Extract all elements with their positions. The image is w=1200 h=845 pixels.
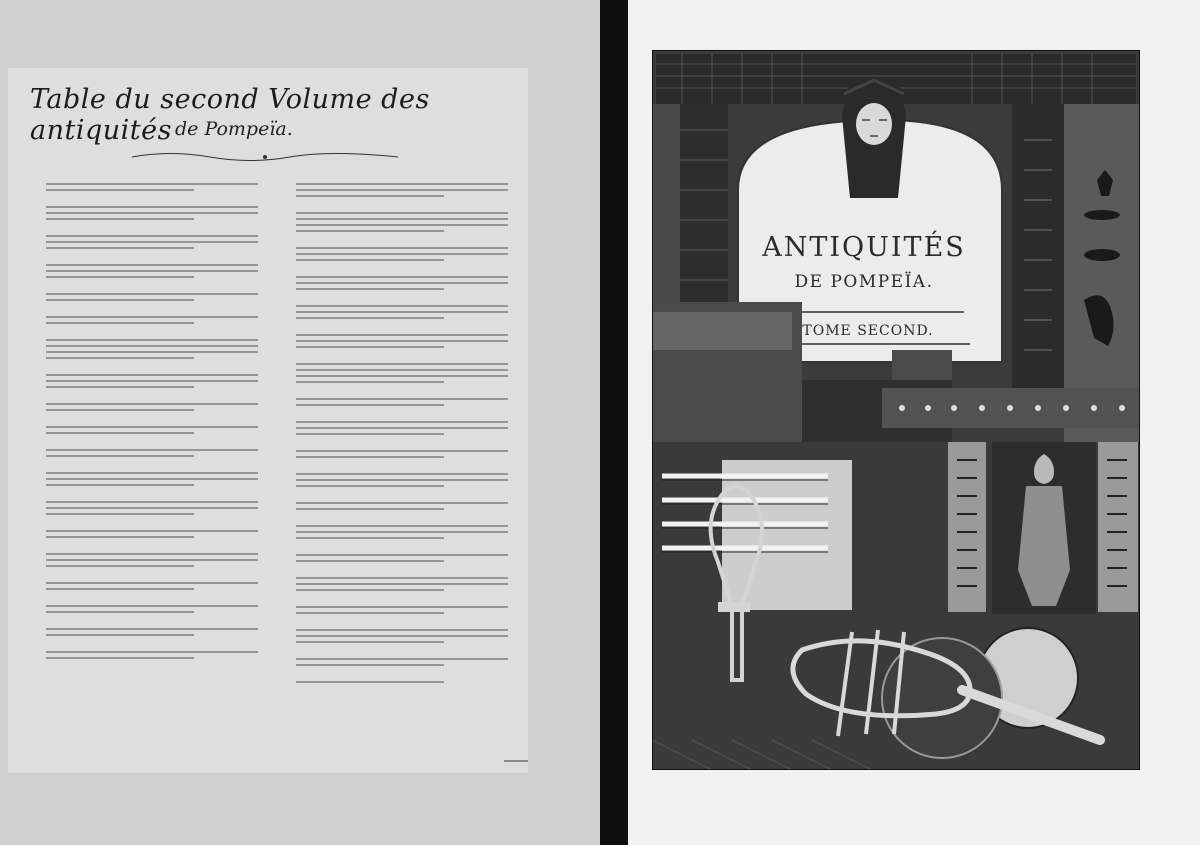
entry-text-line	[296, 658, 508, 660]
entry-text-line	[46, 455, 194, 457]
entry-text-line	[296, 433, 444, 435]
entry-text-line	[296, 404, 444, 406]
entry-text-line	[296, 334, 508, 336]
entry-plate-number-mark	[268, 678, 296, 687]
contents-entry	[268, 209, 508, 236]
entry-text-line	[296, 479, 508, 481]
entry-text-line	[46, 386, 194, 388]
entry-plate-number-mark	[18, 498, 46, 519]
entry-text-line	[296, 681, 444, 683]
entry-text-line	[296, 554, 508, 556]
entry-text-line	[296, 224, 508, 226]
entry-text-line	[296, 195, 444, 197]
entry-text-line	[46, 513, 194, 515]
contents-entry	[18, 446, 258, 461]
entry-text-line	[296, 288, 444, 290]
entry-text-line	[46, 409, 194, 411]
entry-plate-number-mark	[18, 446, 46, 461]
entry-plate-number-mark	[18, 261, 46, 282]
entry-text-line	[46, 276, 194, 278]
flourish-ornament	[130, 150, 400, 164]
entry-text-line	[46, 322, 194, 324]
entry-text-line	[296, 340, 508, 342]
entry-plate-number-mark	[268, 302, 296, 323]
entry-text-line	[296, 606, 508, 608]
entry-text-line	[296, 398, 508, 400]
entry-text-line	[296, 369, 508, 371]
binding-gutter	[600, 0, 628, 845]
entry-text-line	[46, 345, 258, 347]
entry-text-line	[296, 230, 444, 232]
entry-plate-number-mark	[18, 579, 46, 594]
entry-text-line	[296, 421, 508, 423]
contents-entry	[268, 244, 508, 265]
contents-entry	[18, 313, 258, 328]
entry-text-line	[46, 189, 194, 191]
entry-plate-number-mark	[18, 371, 46, 392]
contents-entry	[18, 498, 258, 519]
entry-text-line	[46, 588, 194, 590]
entry-text-line	[296, 473, 508, 475]
entry-plate-number-mark	[18, 180, 46, 195]
entry-plate-number-mark	[268, 395, 296, 410]
entry-plate-number-mark	[18, 336, 46, 363]
entry-text-line	[46, 426, 258, 428]
contents-entry	[268, 360, 508, 387]
entry-text-line	[296, 381, 444, 383]
contents-subtitle: de Pompeïa.	[175, 118, 293, 140]
entry-plate-number-mark	[18, 203, 46, 224]
entry-text-line	[46, 605, 258, 607]
entry-text-line	[46, 536, 194, 538]
entry-text-line	[296, 305, 508, 307]
entry-text-line	[46, 351, 258, 353]
entry-plate-number-mark	[268, 470, 296, 491]
entry-plate-number-mark	[268, 551, 296, 566]
entry-text-line	[46, 507, 258, 509]
entry-plate-number-mark	[268, 244, 296, 265]
entry-text-line	[296, 259, 444, 261]
entry-plate-number-mark	[268, 180, 296, 201]
contents-entry	[268, 603, 508, 618]
entry-text-line	[296, 450, 508, 452]
contents-entry	[268, 418, 508, 439]
entry-text-line	[296, 560, 444, 562]
entry-text-line	[46, 270, 258, 272]
entry-text-line	[46, 501, 258, 503]
entry-plate-number-mark	[18, 527, 46, 542]
entry-text-line	[296, 577, 508, 579]
entry-text-line	[296, 531, 508, 533]
entry-text-line	[46, 374, 258, 376]
entry-text-line	[296, 612, 444, 614]
contents-entry	[18, 648, 258, 663]
entry-text-line	[296, 537, 444, 539]
contents-entry	[18, 371, 258, 392]
contents-entry	[268, 331, 508, 352]
contents-column-left	[18, 180, 258, 671]
entry-plate-number-mark	[268, 574, 296, 595]
contents-entry	[268, 447, 508, 462]
entry-text-line	[46, 293, 258, 295]
entry-plate-number-mark	[18, 602, 46, 617]
entry-text-line	[46, 183, 258, 185]
contents-entry	[268, 180, 508, 201]
contents-entry	[18, 400, 258, 415]
entry-text-line	[296, 641, 444, 643]
contents-entry	[268, 499, 508, 514]
contents-entry	[18, 625, 258, 640]
entry-text-line	[46, 432, 194, 434]
entry-plate-number-mark	[18, 648, 46, 663]
entry-text-line	[46, 565, 194, 567]
entry-plate-number-mark	[18, 400, 46, 415]
entry-text-line	[296, 502, 508, 504]
entry-plate-number-mark	[18, 423, 46, 438]
entry-text-line	[46, 628, 258, 630]
frontispiece-subtitle: DE POMPEÏA.	[794, 272, 934, 292]
entry-plate-number-mark	[268, 603, 296, 618]
entry-text-line	[296, 218, 508, 220]
entry-text-line	[46, 553, 258, 555]
entry-plate-number-mark	[268, 499, 296, 514]
contents-entry	[18, 336, 258, 363]
contents-entry	[18, 203, 258, 224]
entry-text-line	[46, 559, 258, 561]
entry-text-line	[46, 235, 258, 237]
entry-plate-number-mark	[268, 522, 296, 543]
contents-title: Table du second Volume des antiquités	[30, 84, 430, 146]
entry-plate-number-mark	[268, 655, 296, 670]
entry-text-line	[296, 189, 508, 191]
entry-text-line	[296, 525, 508, 527]
contents-entry	[18, 579, 258, 594]
contents-entry	[268, 395, 508, 410]
entry-plate-number-mark	[18, 232, 46, 253]
contents-entry	[18, 527, 258, 542]
contents-entry	[18, 602, 258, 617]
entry-text-line	[296, 427, 508, 429]
contents-entry	[268, 678, 508, 687]
entry-text-line	[296, 583, 508, 585]
entry-text-line	[296, 589, 444, 591]
entry-text-line	[296, 485, 444, 487]
entry-plate-number-mark	[268, 447, 296, 462]
entry-text-line	[46, 657, 194, 659]
entry-text-line	[296, 508, 444, 510]
entry-text-line	[46, 380, 258, 382]
entry-text-line	[296, 311, 508, 313]
frontispiece-engraving	[652, 50, 1140, 770]
entry-plate-number-mark	[18, 469, 46, 490]
entry-text-line	[46, 357, 194, 359]
entry-plate-number-mark	[18, 550, 46, 571]
contents-entry	[18, 232, 258, 253]
entry-text-line	[46, 582, 258, 584]
entry-text-line	[296, 276, 508, 278]
entry-plate-number-mark	[18, 625, 46, 640]
entry-text-line	[296, 317, 444, 319]
entry-text-line	[46, 484, 194, 486]
contents-entry	[268, 574, 508, 595]
entry-plate-number-mark	[268, 360, 296, 387]
entry-text-line	[296, 635, 508, 637]
contents-entry	[268, 522, 508, 543]
entry-plate-number-mark	[268, 209, 296, 236]
entry-plate-number-mark	[18, 313, 46, 328]
contents-column-right	[268, 180, 508, 695]
entry-text-line	[46, 247, 194, 249]
entry-text-line	[296, 664, 444, 666]
entry-text-line	[296, 282, 508, 284]
entry-text-line	[46, 218, 194, 220]
entry-text-line	[46, 403, 258, 405]
entry-text-line	[296, 247, 508, 249]
entry-plate-number-mark	[268, 418, 296, 439]
volume-label: TOME SECOND.	[802, 323, 934, 339]
contents-entry	[268, 626, 508, 647]
entry-text-line	[46, 316, 258, 318]
entry-text-line	[46, 611, 194, 613]
entry-text-line	[296, 375, 508, 377]
entry-plate-number-mark	[18, 290, 46, 305]
entry-plate-number-mark	[268, 331, 296, 352]
contents-entry	[18, 290, 258, 305]
entry-text-line	[296, 363, 508, 365]
entry-text-line	[46, 212, 258, 214]
contents-entry	[268, 551, 508, 566]
entry-text-line	[46, 299, 194, 301]
entry-text-line	[296, 456, 444, 458]
frontispiece-title: ANTIQUITÉS	[762, 232, 966, 263]
contents-entry	[18, 550, 258, 571]
entry-text-line	[46, 449, 258, 451]
entry-text-line	[296, 183, 508, 185]
contents-entry	[18, 469, 258, 490]
entry-text-line	[46, 651, 258, 653]
right-page-frontispiece	[628, 0, 1200, 845]
contents-entry	[268, 273, 508, 294]
entry-text-line	[46, 264, 258, 266]
entry-text-line	[46, 339, 258, 341]
entry-text-line	[46, 241, 258, 243]
contents-entry	[18, 423, 258, 438]
contents-entry	[268, 470, 508, 491]
entry-text-line	[46, 478, 258, 480]
contents-entry	[268, 655, 508, 670]
contents-entry	[18, 180, 258, 195]
entry-text-line	[296, 253, 508, 255]
entry-text-line	[46, 634, 194, 636]
contents-entry	[18, 261, 258, 282]
entry-text-line	[296, 629, 508, 631]
entry-plate-number-mark	[268, 273, 296, 294]
contents-entry	[268, 302, 508, 323]
entry-text-line	[46, 472, 258, 474]
entry-text-line	[296, 346, 444, 348]
entry-plate-number-mark	[268, 626, 296, 647]
entry-text-line	[296, 212, 508, 214]
printer-mark	[504, 760, 528, 762]
entry-text-line	[46, 530, 258, 532]
entry-text-line	[46, 206, 258, 208]
